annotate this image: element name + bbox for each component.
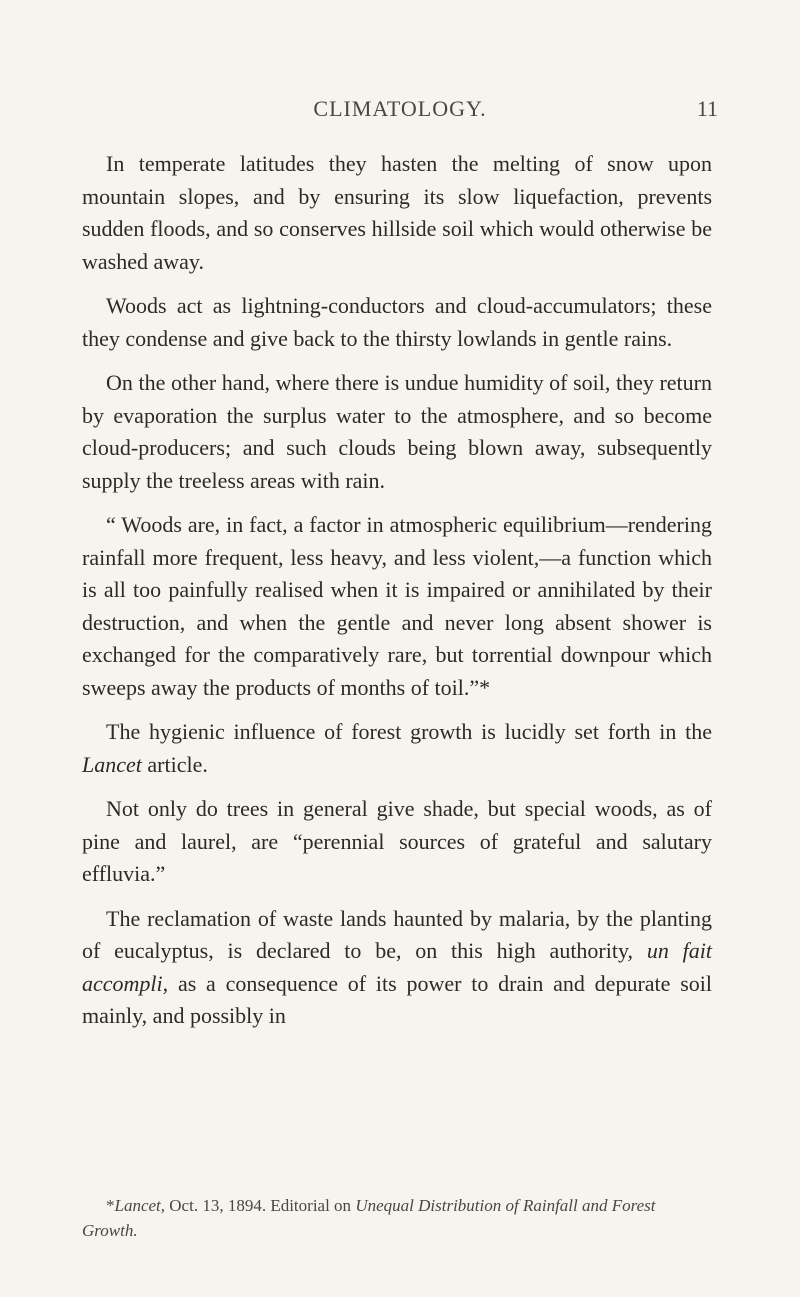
footnote-marker: * xyxy=(106,1196,115,1215)
foreign-phrase: un fait accompli, xyxy=(82,938,712,996)
paragraph-lightning-conductors: Woods act as lightning-conductors and cloud-accumulators; these they condense and give back to the thirsty lowlands in gentle rains. xyxy=(82,293,712,351)
footnote xyxy=(82,1193,712,1243)
text-run: The hygienic influence of forest growth is lucidly set forth in the xyxy=(106,719,712,744)
paragraph-hygienic-influence xyxy=(82,716,712,781)
paragraph-reclamation xyxy=(82,903,712,1033)
text-run: as a consequence of its power to drain and depurate soil mainly, and possibly in xyxy=(82,970,712,1028)
footnote-title: Unequal Distribution of Rainfall and Forest Growth. xyxy=(82,1196,656,1240)
paragraph-snow-melting: In temperate latitudes they hasten the melting of snow upon mountain slopes, and by ensuring its slow liquefaction, prevents sudden floods, and so conserves hillside soil which would otherwise be washed away. xyxy=(82,151,712,274)
paragraph-evaporation: On the other hand, where there is undue humidity of soil, they return by evaporation the surplus water to the atmosphere, and so become cloud-producers; and such clouds being blown away, subsequently supply the treeless areas with rain. xyxy=(82,370,712,493)
paragraph-quotation: “ Woods are, in fact, a factor in atmospheric equilibrium—rendering rainfall more frequent, less heavy, and less violent,—a function which is all too painfully realised when it is impaired or annihilated by their destruction, and when the gentle and never long absent shower is exchanged for the comparatively rare, but torrential downpour which sweeps away the products of months of toil.”* xyxy=(82,512,712,700)
footnote-date: Oct. 13, 1894. Editorial on xyxy=(165,1196,356,1215)
lancet-reference: Lancet xyxy=(82,751,142,777)
chapter-title: CLIMATOLOGY. xyxy=(313,96,487,121)
paragraph-shade-effluvia: Not only do trees in general give shade, but special woods, as of pine and laurel, are “perennial sources of grateful and salutary effluvia.” xyxy=(82,796,712,886)
page-number: 11 xyxy=(696,96,718,121)
footnote-source: Lancet, xyxy=(114,1196,166,1215)
text-run: article. xyxy=(141,751,208,777)
running-header xyxy=(0,96,800,130)
body-text xyxy=(82,148,712,1045)
text-run: The reclamation of waste lands haunted by malaria, by the planting of eucalyptus, is declared to be, on this high authority, xyxy=(82,905,712,963)
